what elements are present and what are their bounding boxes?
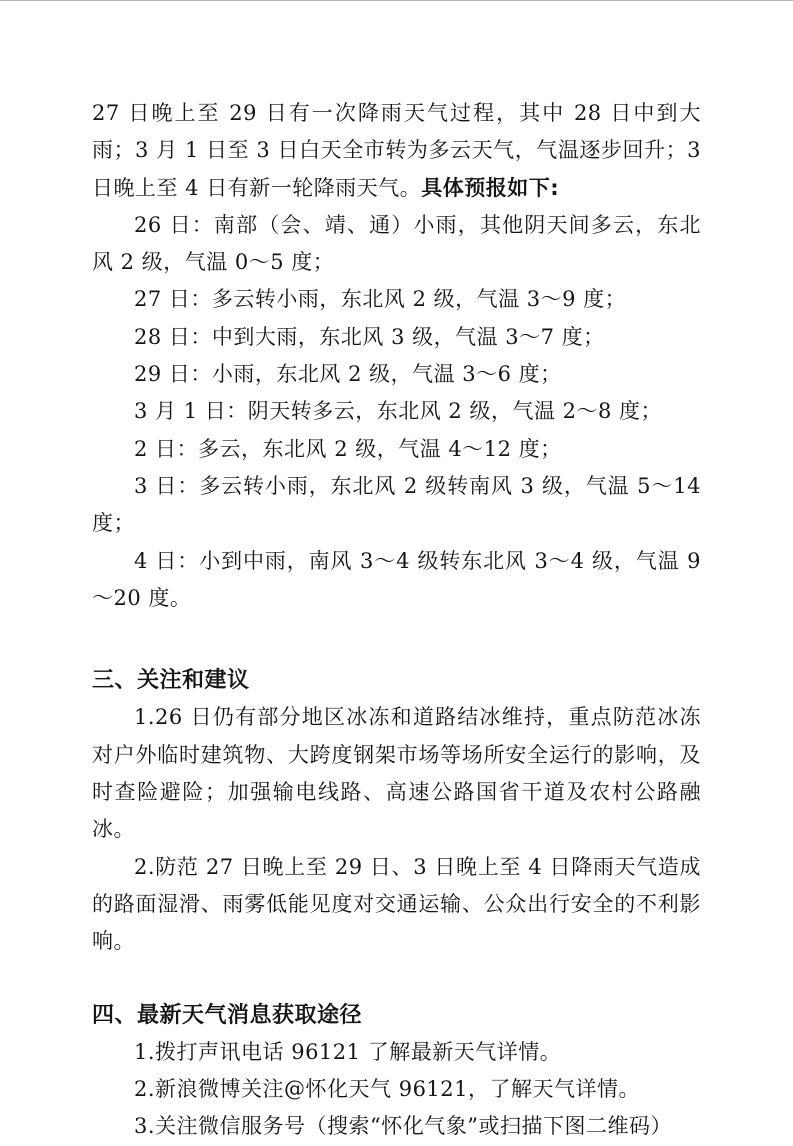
forecast-item-mar2: 2 日：多云，东北风 2 级，气温 4～12 度； bbox=[134, 436, 562, 461]
section4-item-3: 3.关注微信服务号（搜索“怀化气象”或扫描下图二维码） bbox=[134, 1114, 673, 1139]
page-top-edge bbox=[0, 0, 793, 1]
section4-item-2: 2.新浪微博关注@怀化天气 96121，了解天气详情。 bbox=[134, 1077, 641, 1102]
forecast-item-mar1: 3 月 1 日：阴天转多云，东北风 2 级，气温 2～8 度； bbox=[134, 399, 663, 424]
forecast-item-28: 28 日：中到大雨，东北风 3 级，气温 3～7 度； bbox=[134, 324, 605, 349]
section3-paragraph-2: 2.防范 27 日晚上至 29 日、3 日晚上至 4 日降雨天气造成的路面湿滑、雨雾低能见度对交通运输、公众出行安全的不利影响。 bbox=[92, 854, 701, 954]
section4-item-1: 1.拨打声讯电话 96121 了解最新天气详情。 bbox=[134, 1039, 562, 1064]
forecast-item-27: 27 日：多云转小雨，东北风 2 级，气温 3～9 度； bbox=[134, 287, 627, 312]
intro-text: 27 日晚上至 29 日有一次降雨天气过程，其中 28 日中到大雨；3 月 1 日至 3 日白天全市转为多云天气，气温逐步回升；3 日晚上至 4 日有新一轮降雨天气。 bbox=[92, 101, 701, 200]
paragraph-intro bbox=[92, 95, 701, 207]
section3-paragraph-1: 1.26 日仍有部分地区冰冻和道路结冰维持，重点防范冰冻对户外临时建筑物、大跨度钢架市场等场所安全运行的影响，及时查险避险；加强输电线路、高速公路国省干道及农村公路融冰。 bbox=[92, 705, 701, 842]
forecast-item-mar3: 3 日：多云转小雨，东北风 2 级转南风 3 级，气温 5～14 度； bbox=[92, 473, 701, 536]
forecast-item-mar4: 4 日：小到中雨，南风 3～4 级转东北风 3～4 级，气温 9～20 度。 bbox=[92, 548, 701, 610]
section3-heading: 三、关注和建议 bbox=[92, 668, 250, 694]
intro-bold-tail: 具体预报如下: bbox=[421, 175, 560, 200]
forecast-item-26: 26 日：南部（会、靖、通）小雨，其他阴天间多云，东北风 2 级，气温 0～5 度； bbox=[92, 212, 701, 275]
section4-heading: 四、最新天气消息获取途径 bbox=[92, 1002, 363, 1028]
forecast-item-29: 29 日：小雨，东北风 2 级，气温 3～6 度； bbox=[134, 362, 562, 387]
